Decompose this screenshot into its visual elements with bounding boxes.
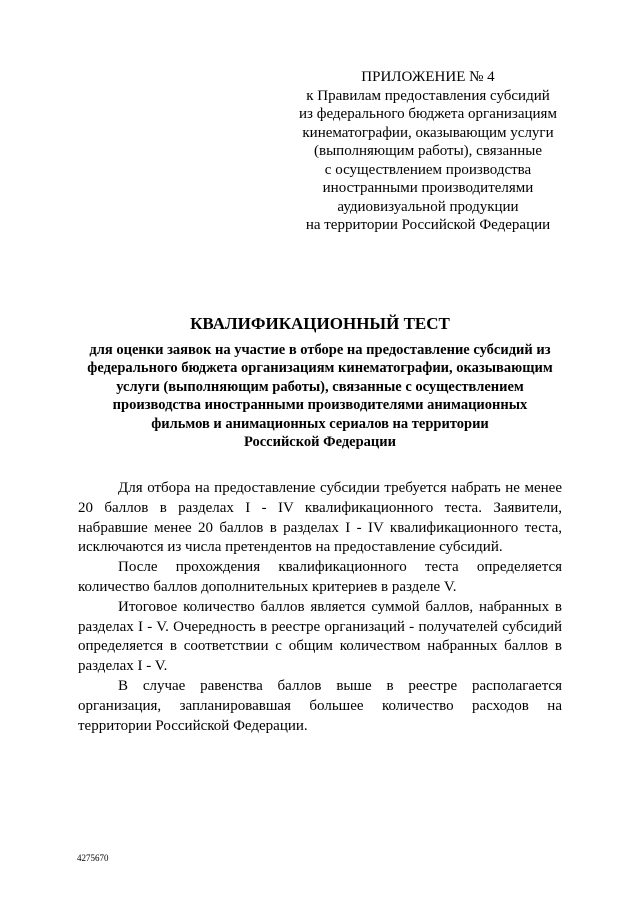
- subtitle-line: услуги (выполняющим работы), связанные с осуществлением: [116, 378, 524, 395]
- body-paragraph: После прохождения квалификационного теста определяется количество баллов дополнительных критериев в разделе V.: [78, 559, 562, 595]
- appendix-line: (выполняющим работы), связанные: [314, 143, 542, 159]
- body-paragraph: Итоговое количество баллов является суммой баллов, набранных в разделах I - V. Очередность в реестре организаций - получателей субсидий определяется в соответствии с общим количеством набранных баллов в разделах I - V.: [78, 598, 562, 675]
- appendix-title: ПРИЛОЖЕНИЕ № 4: [361, 69, 495, 85]
- appendix-line: на территории Российской Федерации: [305, 217, 551, 233]
- appendix-line: кинематографии, оказывающим услуги: [302, 124, 554, 141]
- appendix-line: иностранными производителями: [322, 180, 534, 196]
- subtitle-line: фильмов и анимационных сериалов на территории: [151, 415, 489, 432]
- subtitle-line: производства иностранными производителями анимационных: [112, 397, 528, 414]
- appendix-line: с осуществлением производства: [324, 161, 532, 178]
- document-subtitle: [40, 341, 600, 451]
- body-paragraph: Для отбора на предоставление субсидии требуется набрать не менее 20 баллов в разделах I - IV квалификационного теста. Заявители, набравшие менее 20 баллов в разделах I - IV квалификационного теста, исключаются из числа претендентов на предоставление субсидий.: [78, 480, 562, 556]
- body-paragraph: В случае равенства баллов выше в реестре располагается организация, запланировавшая большее количество расходов на территории Российской Федерации.: [78, 677, 562, 734]
- appendix-block: [290, 68, 566, 235]
- document-title: КВАЛИФИКАЦИОННЫЙ ТЕСТ: [190, 314, 450, 333]
- appendix-line: из федерального бюджета организациям: [299, 106, 557, 122]
- appendix-line: аудиовизуальной продукции: [337, 198, 519, 215]
- document-body: [78, 479, 562, 736]
- subtitle-line: федерального бюджета организациям кинематографии, оказывающим: [87, 360, 553, 377]
- appendix-line: к Правилам предоставления субсидий: [306, 87, 550, 104]
- subtitle-line: для оценки заявок на участие в отборе на предоставление субсидий из: [89, 342, 551, 358]
- document-code: 4275670: [77, 853, 109, 863]
- subtitle-line: Российской Федерации: [243, 434, 396, 451]
